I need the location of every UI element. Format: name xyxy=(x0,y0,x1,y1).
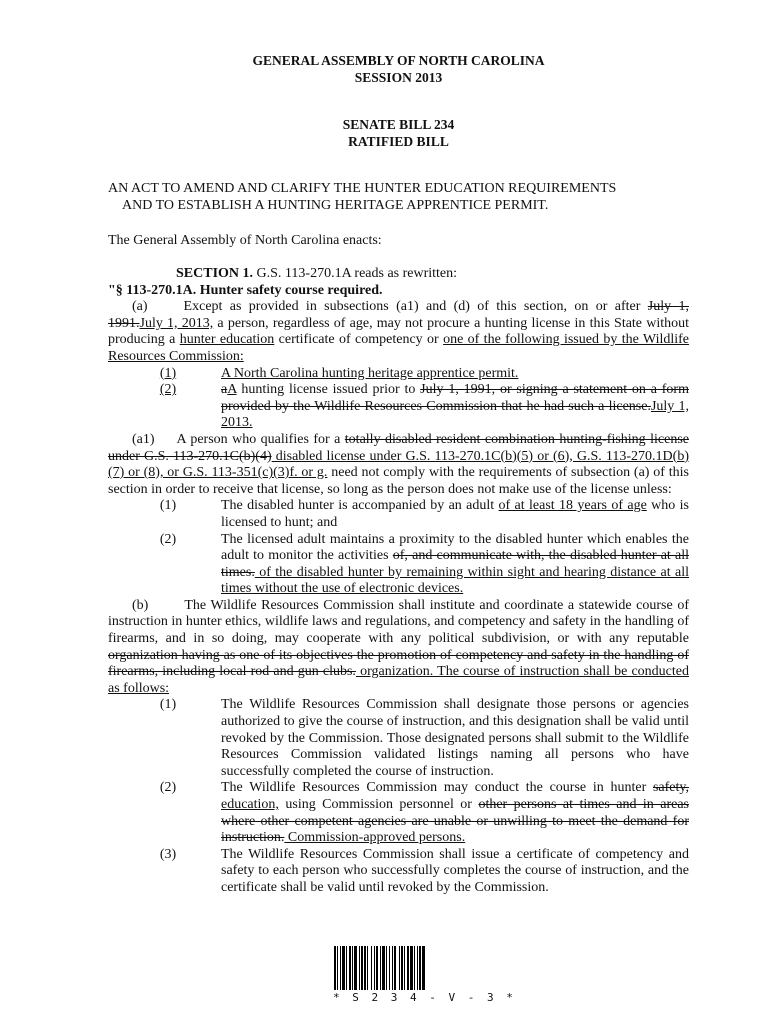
bill-status: RATIFIED BILL xyxy=(348,134,449,149)
act-title xyxy=(108,180,689,214)
subsection-a: (a) Except as provided in subsections (a1) and (d) of this section, on or after July 1, 1991.July 1, 2013, a person, regardless of age, may not procure a hunting license in this State without producing a hunter education certificate of competency or one of the following issued by the Wildlife Resources Commission: xyxy=(108,299,690,364)
enacting-clause: The General Assembly of North Carolina enacts: xyxy=(108,233,382,248)
section-1-intro: SECTION 1. G.S. 113-270.1A reads as rewritten: xyxy=(176,266,458,281)
list-item: (3) The Wildlife Resources Commission shall issue a certificate of competency and safety to each person who successfully completes the course of instruction, and the certificate shall be valid until revoked by the Commission. xyxy=(159,846,689,895)
list-item: (1) The Wildlife Resources Commission shall designate those persons or agencies authorized to give the course of instruction, and this designation shall be valid until revoked by the Commission. Those designated persons shall submit to the Wildlife Resources Commission validated listings naming all persons who have successfully completed the course of instruction. xyxy=(159,697,689,779)
barcode-bars xyxy=(333,946,463,990)
subsection-a1: (a1) A person who qualifies for a totally disabled resident combination hunting-fishing license under G.S. 113-270.1C(b)(4) disabled license under G.S. 113-270.1C(b)(5) or (6), G.S. 113-270.1D(b)(7) or (8), or G.S. 113-351(c)(3)f. or g. need not comply with the requirements of subsection (a) of this section in order to receive that license, so long as the person does not make use of the license unless: xyxy=(108,431,689,497)
session-title: SESSION 2013 xyxy=(354,70,443,85)
list-item: (2) aA hunting license issued prior to July 1, 1991, or signing a statement on a form provided by the Wildlife Resources Commission that he had such a license.July 1, 2013. xyxy=(159,382,689,431)
list-item: (1) A North Carolina hunting heritage apprentice permit. xyxy=(159,365,519,381)
list-item: (2) The Wildlife Resources Commission may conduct the course in hunter safety, education, using Commission personnel or other persons at times and in areas where other competent agencies are unable or unwilling to meet the demand for instruction. Commission-approved persons. xyxy=(159,780,690,846)
bill-body xyxy=(108,266,689,897)
assembly-title: GENERAL ASSEMBLY OF NORTH CAROLINA xyxy=(252,53,545,68)
section-label: SECTION 1. xyxy=(176,266,254,281)
barcode xyxy=(333,946,516,1004)
bill-number: SENATE BILL 234 xyxy=(342,117,455,132)
act-title-line1: AN ACT TO AMEND AND CLARIFY THE HUNTER EDUCATION REQUIREMENTS xyxy=(108,181,617,196)
statute-heading: "§ 113-270.1A. Hunter safety course required. xyxy=(108,282,383,298)
act-title-line2: AND TO ESTABLISH A HUNTING HERITAGE APPRENTICE PERMIT. xyxy=(122,198,549,213)
barcode-text: * S 2 3 4 - V - 3 * xyxy=(333,991,516,1004)
subsection-b: (b) The Wildlife Resources Commission shall institute and coordinate a statewide course of instruction in hunter ethics, wildlife laws and regulations, and competency and safety in the handling of firearms, and in so doing, may cooperate with any political subdivision, or with any reputable organization having as one of its objectives the promotion of competency and safety in the handling of firearms, including local rod and gun clubs. organization. The course of instruction shall be conducted as follows: xyxy=(108,597,689,696)
list-item: (2) The licensed adult maintains a proximity to the disabled hunter which enables the adult to monitor the activities of, and communicate with, the disabled hunter at all times. of the disabled hunter by remaining within sight and hearing distance at all times without the use of electronic devices. xyxy=(159,531,689,597)
document-page xyxy=(108,52,689,897)
list-item: (1) The disabled hunter is accompanied by an adult of at least 18 years of age who is licensed to hunt; and xyxy=(159,498,689,530)
